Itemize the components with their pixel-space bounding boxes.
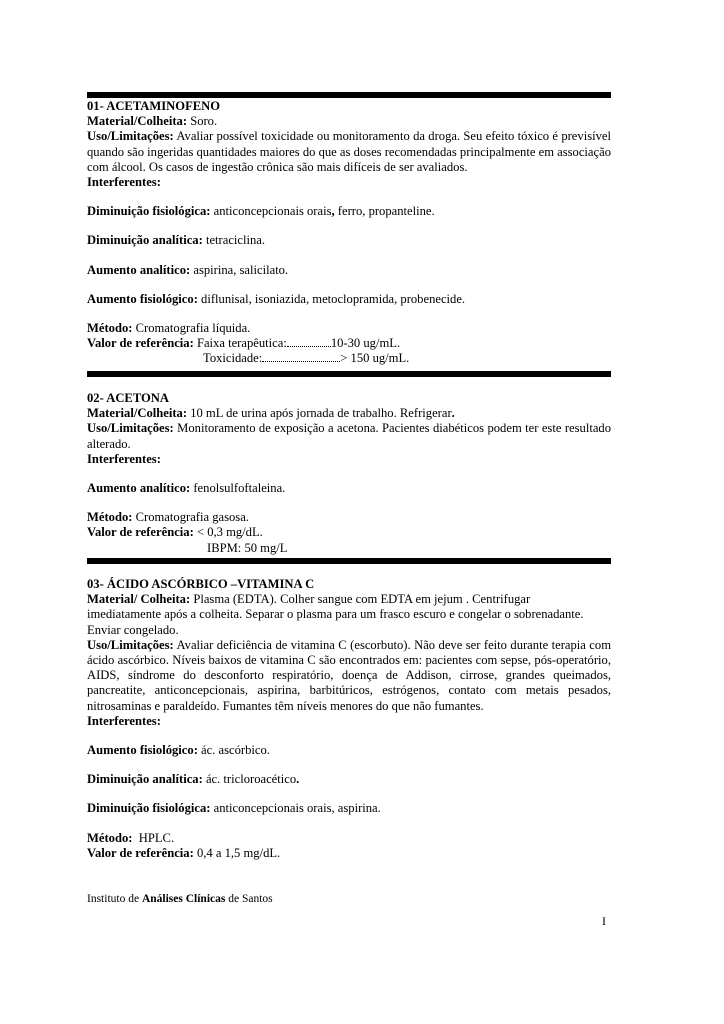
uso-paragraph (87, 421, 611, 451)
interferente-label: Aumento fisiológico: (87, 291, 198, 306)
valor-value: > 150 ug/mL. (340, 351, 410, 366)
interferente-end: . (296, 772, 300, 787)
interferente-value: anticoncepcionais orais, aspirina. (213, 801, 381, 816)
metodo-value: HPLC. (138, 830, 175, 845)
material-value: imediatamente após a colheita. Separar o plasma para um frasco escuro e congelar o sobrenadante. (87, 607, 584, 622)
material-label: Material/Colheita: (87, 114, 188, 129)
uso-value: Avaliar deficiência de vitamina C (escorbuto). Não deve ser feito durante terapia com ácido ascórbico. Níveis baixos de vitamina C são encontrados em: pacientes com sepse, pós-operatório, AIDS, síndrome do desconforto respiratório, doença de Addison, cirrose, grandes queimados, pancreatite, anticoncepcionais, aspirina, barbitúricos, estrógenos, contato com metais pesados, nitrosaminas e paraldeído. Fumantes têm níveis menores do que não fumantes. (87, 637, 611, 713)
interferente-label: Diminuição fisiológica: (87, 801, 211, 816)
interferente-value: ác. ascórbico. (201, 743, 270, 758)
footer-prefix: Instituto de (87, 893, 142, 905)
interferente-value: aspirina, salicilato. (193, 262, 289, 277)
interferente-line (87, 233, 611, 248)
uso-paragraph (87, 129, 611, 175)
dot-leader (287, 336, 331, 347)
material-value: 10 mL de urina após jornada de trabalho. Refrigerar (190, 406, 452, 421)
valor-label: Valor de referência: (87, 336, 194, 351)
metodo-value: Cromatografia gasosa. (135, 510, 249, 525)
interferente-line (87, 263, 611, 278)
material-value: Soro. (190, 114, 218, 129)
interferente-value: ác. tricloroacético (205, 772, 297, 787)
interferente-value: fenolsulfoftaleina. (193, 481, 286, 496)
interferente-line (87, 204, 611, 219)
valor-label: Valor de referência: (87, 525, 194, 540)
material-label: Material/ Colheita: (87, 592, 191, 607)
section-title: 01- ACETAMINOFENO (87, 99, 221, 113)
interferente-line (87, 481, 611, 496)
section-divider (87, 92, 611, 98)
interferente-value: tetraciclina. (205, 233, 266, 248)
interferentes-label: Interferentes: (87, 451, 161, 466)
interferente-label: Diminuição analítica: (87, 233, 203, 248)
material-value: Plasma (EDTA). Colher sangue com EDTA em jejum . Centrifugar (193, 592, 531, 607)
interferente-value: ferro, propanteline. (334, 204, 435, 219)
footer-bold: Análises Clínicas (141, 893, 226, 905)
interferentes-label: Interferentes: (87, 175, 161, 190)
section-acido-ascorbico (87, 577, 611, 861)
interferente-label: Diminuição analítica: (87, 772, 203, 787)
uso-paragraph (87, 638, 611, 714)
footer (87, 892, 273, 907)
uso-label: Uso/Limitações: (87, 637, 174, 652)
interferente-line (87, 801, 611, 816)
valor-value: 10-30 ug/mL. (330, 336, 401, 351)
valor-value: < 0,3 mg/dL. (196, 525, 263, 540)
interferente-line (87, 743, 611, 758)
metodo-value: Cromatografia líquida. (135, 321, 251, 336)
section-title: 03- ÁCIDO ASCÓRBICO –VITAMINA C (87, 577, 315, 591)
dot-leader (262, 351, 340, 362)
interferente-label: Aumento fisiológico: (87, 743, 198, 758)
valor-value: IBPM: 50 mg/L (207, 540, 288, 555)
material-end: . (451, 406, 455, 421)
material-label: Material/Colheita: (87, 406, 188, 421)
uso-value: Monitoramento de exposição a acetona. Pacientes diabéticos podem ter este resultado alterado. (87, 421, 611, 451)
footer-suffix: de Santos (225, 893, 273, 905)
metodo-label: Método: (87, 830, 133, 845)
interferente-label: Aumento analítico: (87, 262, 191, 277)
interferente-sep: , (331, 204, 335, 219)
valor-name: Toxicidade: (203, 351, 263, 366)
section-acetona (87, 391, 611, 556)
valor-value: 0,4 a 1,5 mg/dL. (196, 845, 281, 860)
section-divider (87, 558, 611, 564)
interferente-label: Aumento analítico: (87, 481, 191, 496)
uso-value: Avaliar possível toxicidade ou monitoramento da droga. Seu efeito tóxico é previsível quando são ingeridas quantidades maiores do que as doses recomendadas principalmente em associação com álcool. Os casos de ingestão crônica são mais difíceis de ser avaliados. (87, 129, 611, 174)
interferente-line (87, 292, 611, 307)
uso-label: Uso/Limitações: (87, 421, 174, 436)
valor-name: Faixa terapêutica: (196, 336, 287, 351)
metodo-label: Método: (87, 321, 133, 336)
valor-label: Valor de referência: (87, 845, 194, 860)
interferente-line (87, 772, 611, 787)
interferente-value: anticoncepcionais orais (213, 204, 332, 219)
interferentes-label: Interferentes: (87, 713, 161, 728)
material-value: Enviar congelado. (87, 622, 179, 637)
section-divider (87, 371, 611, 377)
uso-label: Uso/Limitações: (87, 129, 174, 144)
metodo-label: Método: (87, 510, 133, 525)
interferente-value: diflunisal, isoniazida, metoclopramida, probenecide. (201, 291, 466, 306)
section-acetaminofeno (87, 99, 611, 367)
page-number: I (602, 914, 606, 928)
interferente-label: Diminuição fisiológica: (87, 204, 211, 219)
section-title: 02- ACETONA (87, 391, 169, 405)
